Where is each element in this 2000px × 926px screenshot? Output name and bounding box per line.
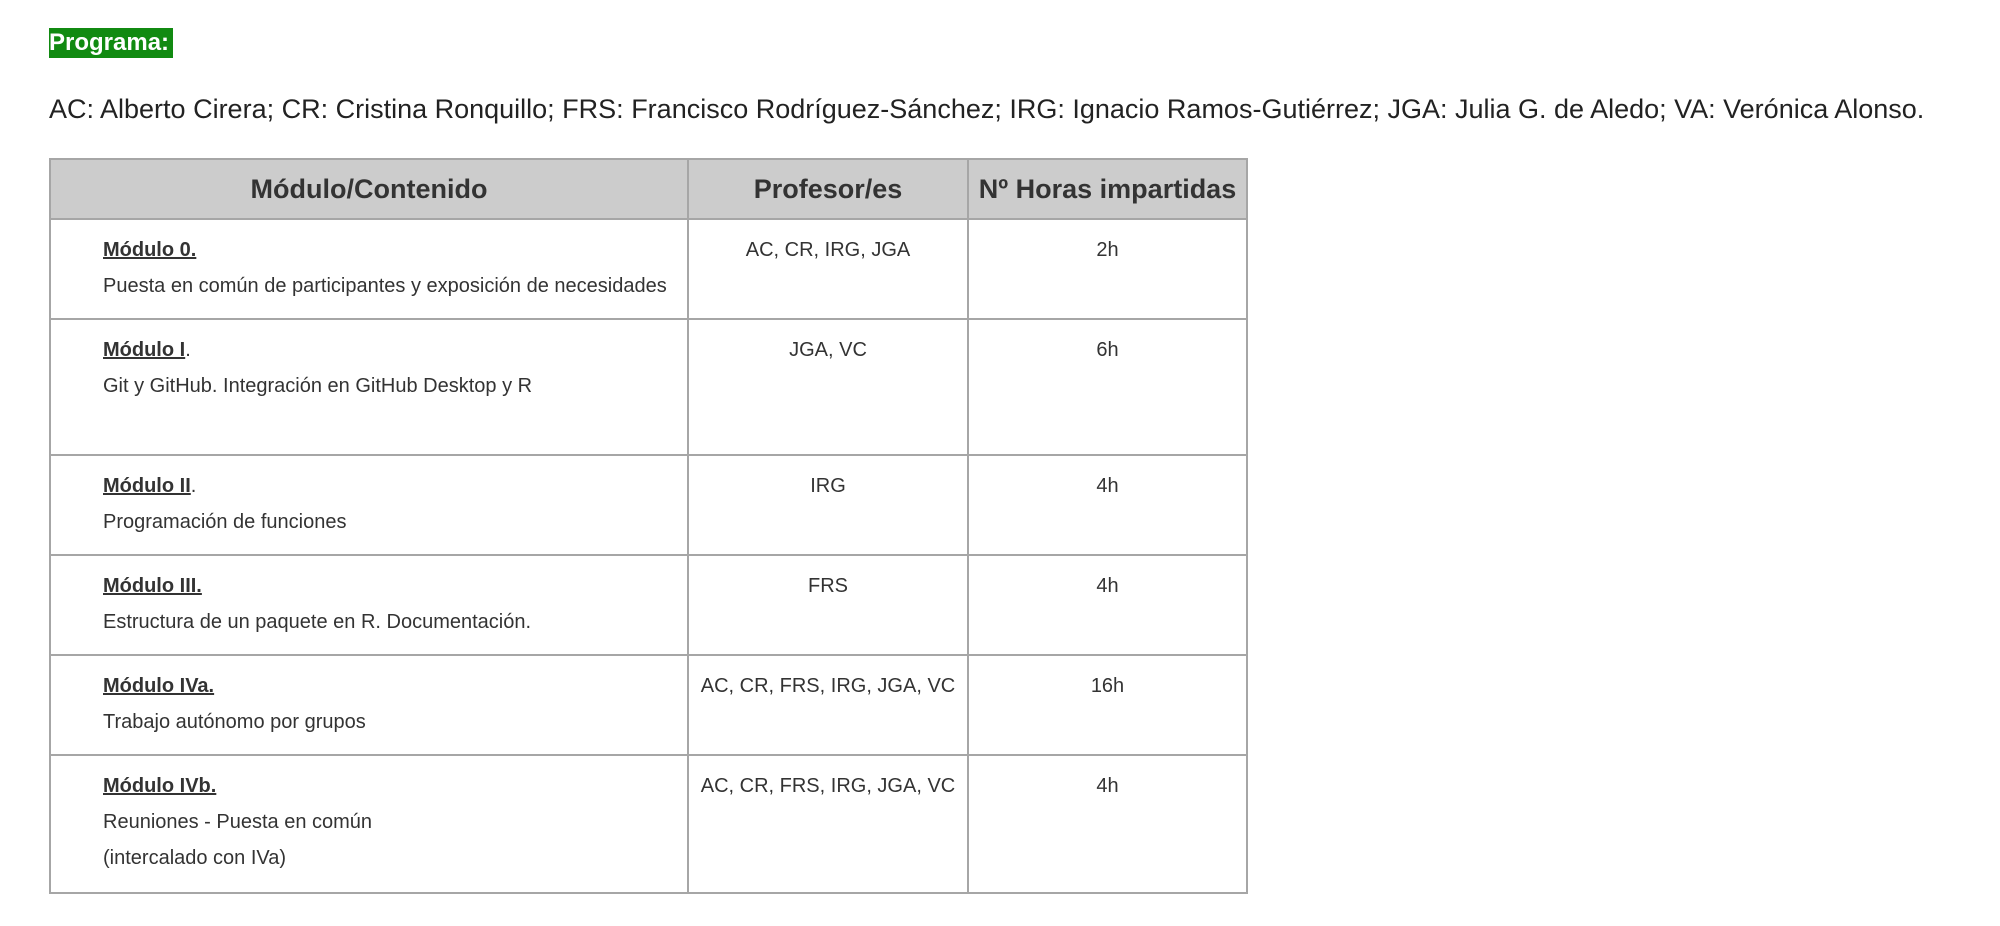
module-title: Módulo 0. — [103, 239, 197, 261]
teachers-cell: AC, CR, IRG, JGA — [688, 219, 968, 319]
module-title: Módulo III. — [103, 575, 202, 597]
module-cell — [50, 655, 688, 755]
module-cell — [50, 555, 688, 655]
module-cell — [50, 455, 688, 555]
module-cell — [50, 219, 688, 319]
module-title-suffix: . — [190, 475, 197, 497]
table-row — [50, 755, 1247, 893]
header-module: Módulo/Contenido — [50, 159, 688, 219]
hours-cell: 16h — [968, 655, 1247, 755]
module-title: Módulo IVb. — [103, 775, 217, 797]
program-table — [49, 158, 1248, 894]
instructor-legend: AC: Alberto Cirera; CR: Cristina Ronquillo; FRS: Francisco Rodríguez-Sánchez; IRG: Ignacio Ramos-Gutiérrez; JGA: Julia G. de Aledo; VA: Verónica Alonso. — [49, 94, 1925, 124]
hours-cell: 2h — [968, 219, 1247, 319]
header-hours: Nº Horas impartidas — [968, 159, 1247, 219]
header-teachers: Profesor/es — [688, 159, 968, 219]
module-description: Puesta en común de participantes y exposición de necesidades — [103, 275, 667, 297]
module-description: Estructura de un paquete en R. Documentación. — [103, 611, 532, 633]
document-page — [49, 28, 2000, 894]
table-row — [50, 655, 1247, 755]
teachers-cell: AC, CR, FRS, IRG, JGA, VC — [688, 655, 968, 755]
module-cell — [50, 755, 688, 893]
hours-cell: 4h — [968, 555, 1247, 655]
module-description: Reuniones - Puesta en común — [103, 811, 373, 833]
module-description: Programación de funciones — [103, 511, 347, 533]
teachers-cell: FRS — [688, 555, 968, 655]
table-row — [50, 455, 1247, 555]
table-row — [50, 319, 1247, 455]
hours-cell: 4h — [968, 755, 1247, 893]
module-description: Trabajo autónomo por grupos — [103, 711, 366, 733]
module-cell — [50, 319, 688, 455]
teachers-cell: AC, CR, FRS, IRG, JGA, VC — [688, 755, 968, 893]
teachers-cell: JGA, VC — [688, 319, 968, 455]
module-title: Módulo IVa. — [103, 675, 215, 697]
module-title-suffix: . — [185, 339, 191, 361]
module-description-note: (intercalado con IVa) — [103, 847, 287, 869]
hours-cell: 6h — [968, 319, 1247, 455]
program-heading: Programa: — [49, 28, 173, 58]
table-row — [50, 219, 1247, 319]
module-title: Módulo II — [103, 475, 191, 497]
module-description: Git y GitHub. Integración en GitHub Desktop y R — [103, 375, 533, 397]
module-title: Módulo I — [103, 339, 186, 361]
hours-cell: 4h — [968, 455, 1247, 555]
teachers-cell: IRG — [688, 455, 968, 555]
table-header-row — [50, 159, 1247, 219]
table-row — [50, 555, 1247, 655]
